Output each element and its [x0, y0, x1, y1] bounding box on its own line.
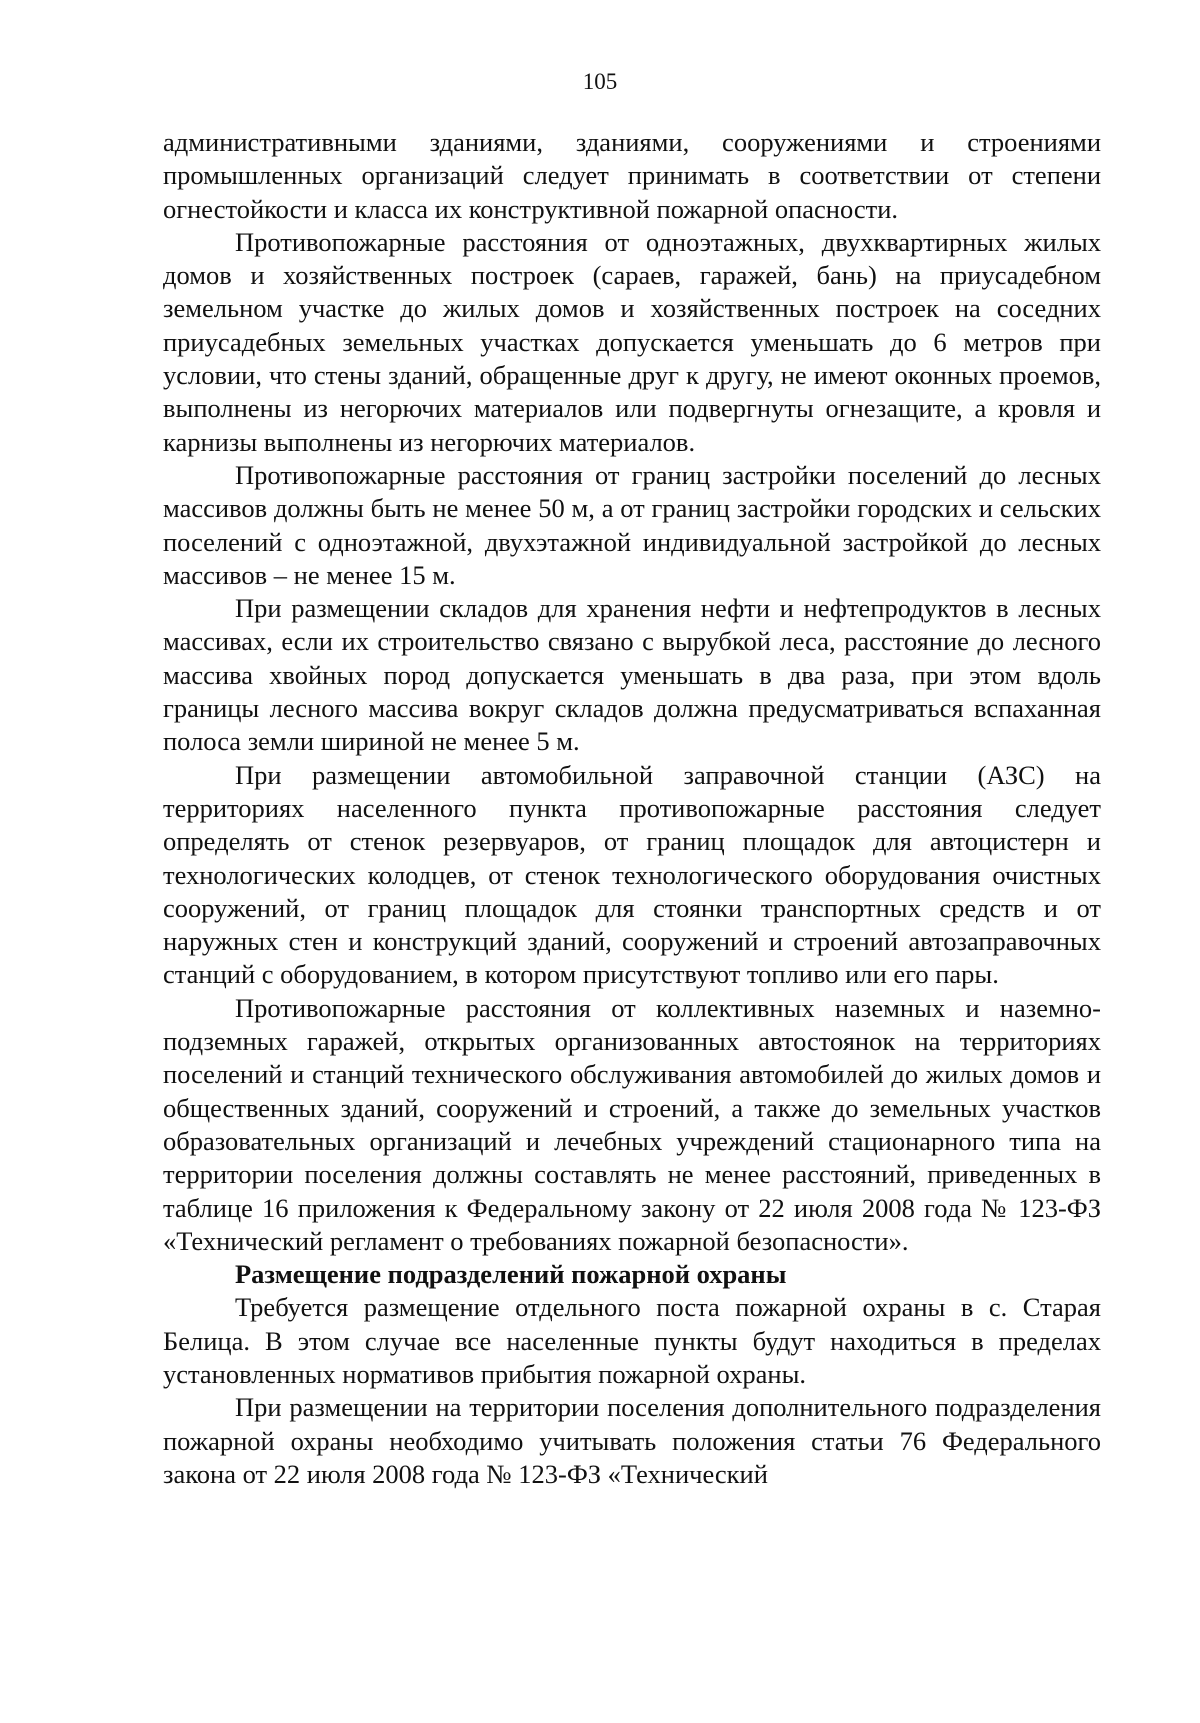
page-number: 105 — [582, 69, 618, 94]
paragraph-garages: Противопожарные расстояния от коллективных наземных и наземно-подземных гаражей, открытых организованных автостоянок на территориях поселений и станций технического обслуживания автомобилей до жилых домов и общественных зданий, сооружений и строений, а также до земельных участков образовательных организаций и лечебных учреждений стационарного типа на территории поселения должны составлять не менее расстояний, приведенных в таблице 16 приложения к Федеральному закону от 22 июля 2008 года № 123-ФЗ «Технический регламент о требованиях пожарной безопасности». — [163, 992, 1101, 1256]
paragraph-gas-station: При размещении автомобильной заправочной станции (АЗС) на территориях населенного пункта противопожарные расстояния следует определять от стенок резервуаров, от границ площадок для автоцистерн и технологических колодцев, от стенок технологического оборудования очистных сооружений, от границ площадок для стоянки транспортных средств и от наружных стен и конструкций зданий, сооружений и строений автозаправочных станций с оборудованием, в котором присутствуют топливо или его пары. — [163, 759, 1101, 990]
paragraph-additional-unit: При размещении на территории поселения дополнительного подразделения пожарной охраны необходимо учитывать положения статьи 76 Федерального закона от 22 июля 2008 года № 123-ФЗ «Технический — [163, 1392, 1101, 1489]
paragraph-oil-storage: При размещении складов для хранения нефти и нефтепродуктов в лесных массивах, если их строительство связано с вырубкой леса, расстояние до лесного массива хвойных пород допускается уменьшать в два раза, при этом вдоль границы лесного массива вокруг складов должна предусматриваться вспаханная полоса земли шириной не менее 5 м. — [163, 593, 1101, 757]
paragraph-continuation: административными зданиями, зданиями, сооружениями и строениями промышленных организаций следует принимать в соответствии от степени огнестойкости и класса их конструктивной пожарной опасности. — [163, 127, 1101, 224]
section-heading: Размещение подразделений пожарной охраны — [235, 1259, 787, 1290]
paragraph-forest-distance: Противопожарные расстояния от границ застройки поселений до лесных массивов должны быть не менее 50 м, а от границ застройки городских и сельских поселений с одноэтажной, двухэтажной индивидуальной застройкой до лесных массивов – не менее 15 м. — [163, 459, 1101, 590]
document-body — [163, 126, 1101, 1491]
paragraph-household-buildings: Противопожарные расстояния от одноэтажных, двухквартирных жилых домов и хозяйственных построек (сараев, гаражей, бань) на приусадебном земельном участке до жилых домов и хозяйственных построек на соседних приусадебных земельных участках допускается уменьшать до 6 метров при условии, что стены зданий, обращенные друг к другу, не имеют оконных проемов, выполнены из негорючих материалов или подвергнуты огнезащите, а кровля и карнизы выполнены из негорючих материалов. — [163, 226, 1101, 457]
paragraph-fire-post: Требуется размещение отдельного поста пожарной охраны в с. Старая Белица. В этом случае все населенные пункты будут находиться в пределах установленных нормативов прибытия пожарной охраны. — [163, 1292, 1101, 1389]
